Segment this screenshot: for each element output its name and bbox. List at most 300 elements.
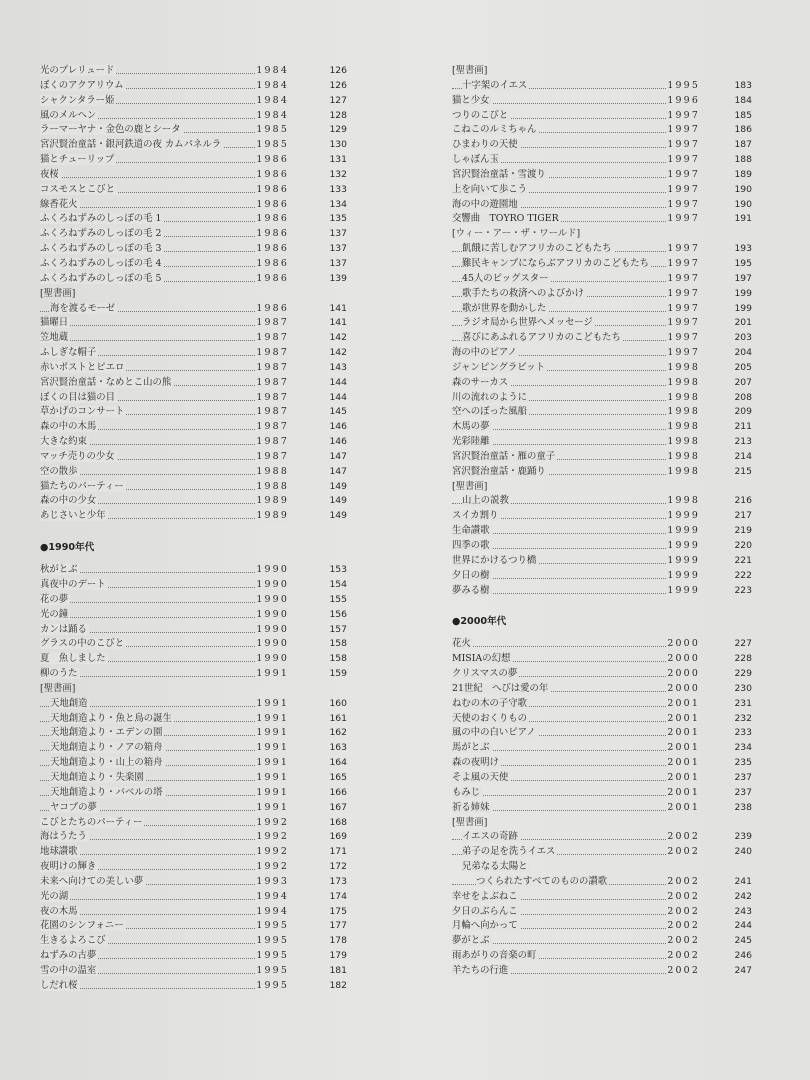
page-number: 154 — [329, 579, 347, 590]
spacer — [452, 598, 752, 607]
work-year: 2002 — [667, 890, 700, 905]
work-title: 海の中のピアノ — [452, 347, 517, 359]
list-item — [452, 786, 752, 801]
work-year: 2002 — [667, 830, 700, 845]
page-number: 146 — [329, 421, 347, 433]
page-number: 217 — [734, 510, 752, 522]
list-item — [452, 346, 752, 361]
page-number: 141 — [329, 302, 347, 314]
list-item — [40, 756, 345, 771]
page-number: 165 — [329, 771, 347, 783]
work-year: 1984 — [256, 64, 289, 79]
list-item — [40, 509, 345, 524]
page-number: 231 — [734, 697, 752, 709]
work-title: 羊たちの行進 — [452, 964, 509, 976]
work-year: 1991 — [256, 801, 289, 816]
list-item — [452, 450, 752, 465]
work-title: 宮沢賢治童話・雪渡り — [452, 168, 546, 180]
list-item — [452, 524, 752, 539]
page-number: 147 — [329, 465, 347, 477]
page-number: 240 — [734, 846, 752, 858]
work-title: ラーマーヤナ・金色の鹿とシータ — [40, 124, 181, 136]
list-item — [452, 272, 752, 287]
work-year: 1987 — [256, 420, 289, 435]
page-number: 157 — [329, 623, 347, 635]
work-year: 1998 — [667, 494, 700, 509]
page-number: 232 — [734, 712, 752, 724]
work-year: 1984 — [256, 94, 289, 109]
page-number: 222 — [734, 569, 752, 581]
list-item — [40, 391, 345, 406]
section-label: [聖書画] — [40, 287, 76, 299]
page-number: 149 — [329, 480, 347, 492]
page-number: 146 — [329, 436, 347, 448]
left-column — [40, 64, 345, 994]
list-item — [452, 712, 752, 727]
work-year: 1997 — [667, 302, 700, 317]
page-number: 242 — [734, 890, 752, 902]
page-number: 187 — [734, 139, 752, 151]
work-title: もみじ — [452, 786, 481, 798]
work-year: 2002 — [667, 845, 700, 860]
dot-leader — [40, 617, 265, 618]
list-item — [452, 287, 752, 302]
work-title: 未来へ向けての美しい夢 — [40, 875, 144, 887]
work-title: クリスマスの夢 — [452, 668, 518, 680]
list-item — [40, 257, 345, 272]
work-year: 2000 — [667, 682, 700, 697]
work-title: 光の湖 — [40, 890, 69, 902]
list-item — [40, 183, 345, 198]
work-title: 猫曜日 — [40, 317, 69, 329]
work-year: 1986 — [256, 257, 289, 272]
section-label: [聖書画] — [452, 816, 488, 828]
work-title: 宮沢賢治童話・銀河鉄道の夜 カムパネルラ — [40, 139, 222, 151]
work-year: 1999 — [667, 539, 700, 554]
list-item — [40, 302, 345, 317]
work-title: カンは踊る — [40, 623, 87, 635]
dot-leader — [40, 340, 265, 341]
page-number: 186 — [734, 124, 752, 136]
work-title: そよ風の天使 — [452, 771, 509, 783]
work-title: こびとたちのパーティー — [40, 816, 143, 828]
work-title: 幸せをよぶねこ — [452, 890, 518, 902]
work-title: 光彩陸離 — [452, 436, 490, 448]
work-title: 天地創造より・エデンの園 — [50, 727, 163, 739]
work-year: 2002 — [667, 964, 700, 979]
work-title: グラスの中のこびと — [40, 638, 125, 650]
work-title: あじさいと少年 — [40, 510, 106, 522]
list-item — [40, 652, 345, 667]
spacer — [40, 524, 345, 533]
section-label: [聖書画] — [40, 682, 76, 694]
work-year: 1988 — [256, 465, 289, 480]
page-number: 155 — [329, 593, 347, 605]
work-year: 1994 — [256, 890, 289, 905]
work-year: 1991 — [256, 786, 289, 801]
work-title: 風のメルヘン — [40, 109, 97, 121]
work-title: ふくろねずみのしっぽの毛 3 — [40, 243, 162, 255]
work-title: 夕日の樹 — [452, 569, 490, 581]
list-item — [40, 860, 345, 875]
work-year: 1985 — [256, 123, 289, 138]
work-title: 大きな約束 — [40, 436, 87, 448]
page-number: 142 — [329, 347, 347, 359]
page-number: 207 — [734, 376, 752, 388]
list-item — [40, 494, 345, 509]
page-number: 145 — [329, 406, 347, 418]
work-year: 1991 — [256, 771, 289, 786]
list-item — [40, 227, 345, 242]
list-item — [40, 123, 345, 138]
list-item — [40, 376, 345, 391]
work-year: 1993 — [256, 875, 289, 890]
list-item — [452, 682, 752, 697]
list-item — [452, 257, 752, 272]
work-year: 1984 — [256, 109, 289, 124]
work-title: つりのこびと — [452, 109, 509, 121]
list-item — [452, 138, 752, 153]
work-year: 1997 — [667, 272, 700, 287]
list-item — [40, 771, 345, 786]
page-number: 158 — [329, 653, 347, 665]
page-number: 197 — [734, 272, 752, 284]
list-item — [40, 949, 345, 964]
page-number: 137 — [329, 243, 347, 255]
work-year: 1986 — [256, 198, 289, 213]
list-item — [452, 316, 752, 331]
work-year: 1998 — [667, 465, 700, 480]
page-number: 238 — [734, 801, 752, 813]
page-number: 199 — [734, 302, 752, 314]
page-number: 169 — [329, 831, 347, 843]
list-item — [40, 94, 345, 109]
work-year: 1986 — [256, 212, 289, 227]
work-year: 1997 — [667, 183, 700, 198]
work-year: 1999 — [667, 584, 700, 599]
work-title: ふしぎな帽子 — [40, 347, 97, 359]
work-title: 雨あがりの音楽の町 — [452, 950, 537, 962]
work-year: 2000 — [667, 667, 700, 682]
page-number: 149 — [329, 510, 347, 522]
work-title: 四季の歌 — [452, 540, 490, 551]
work-year: 1986 — [256, 227, 289, 242]
list-item — [40, 79, 345, 94]
list-item — [40, 890, 345, 905]
list-item — [40, 316, 345, 331]
list-item — [452, 697, 752, 712]
work-year: 1997 — [667, 168, 700, 183]
list-item — [40, 608, 345, 623]
page-number: 234 — [734, 742, 752, 754]
page-number: 137 — [329, 257, 347, 269]
page-number: 141 — [329, 317, 347, 329]
work-year: 1986 — [256, 242, 289, 257]
page-number: 161 — [329, 712, 347, 724]
work-year: 1991 — [256, 741, 289, 756]
work-year: 2001 — [667, 712, 700, 727]
work-year: 1991 — [256, 756, 289, 771]
page-number: 177 — [329, 920, 347, 932]
list-item — [452, 860, 752, 875]
work-year: 2001 — [667, 697, 700, 712]
list-item — [40, 465, 345, 480]
list-item — [452, 405, 752, 420]
work-year: 2002 — [667, 875, 700, 890]
work-year: 1989 — [256, 509, 289, 524]
list-item — [40, 905, 345, 920]
work-title: イエスの奇跡 — [462, 831, 518, 843]
page-number: 208 — [734, 391, 752, 403]
list-item — [452, 420, 752, 435]
work-title: 光のプレリュード — [40, 65, 115, 76]
work-year: 1987 — [256, 391, 289, 406]
work-year: 1999 — [667, 524, 700, 539]
work-title: ふくろねずみのしっぽの毛 1 — [40, 213, 162, 225]
work-year: 1998 — [667, 420, 700, 435]
page-number: 233 — [734, 727, 752, 739]
list-item — [40, 272, 345, 287]
work-title: ふくろねずみのしっぽの毛 2 — [40, 228, 162, 240]
work-year: 2001 — [667, 786, 700, 801]
list-item — [452, 756, 752, 771]
work-title: 21世紀 へびは愛の年 — [452, 682, 549, 694]
work-year: 2002 — [667, 934, 700, 949]
list-item — [40, 623, 345, 638]
work-title: 森の中の木馬 — [40, 421, 97, 433]
list-item — [452, 168, 752, 183]
page-number: 189 — [734, 168, 752, 180]
work-title: 海の中の遊園地 — [452, 198, 518, 210]
work-title: 森の夜明け — [452, 757, 499, 769]
work-year: 2001 — [667, 801, 700, 816]
work-title: スイカ割り — [452, 510, 499, 522]
work-year: 1986 — [256, 302, 289, 317]
list-item — [452, 919, 752, 934]
work-year: 1990 — [256, 608, 289, 623]
list-item — [452, 801, 752, 816]
work-title: 花の夢 — [40, 593, 69, 605]
work-year: 2002 — [667, 919, 700, 934]
list-item — [40, 64, 345, 79]
list-item — [452, 584, 752, 599]
list-item — [452, 905, 752, 920]
work-year: 1987 — [256, 376, 289, 391]
work-year: 2001 — [667, 771, 700, 786]
work-year: 1990 — [256, 637, 289, 652]
work-title: しだれ桜 — [40, 979, 78, 991]
work-year: 1997 — [667, 242, 700, 257]
work-year: 2000 — [667, 637, 700, 652]
work-title: 生命讃歌 — [452, 525, 490, 537]
work-title: 飢餓に苦しむアフリカのこどもたち — [462, 243, 612, 255]
work-year: 1984 — [256, 79, 289, 94]
work-year: 1997 — [667, 212, 700, 227]
page-number: 130 — [329, 139, 347, 151]
work-title: 天地創造より・魚と鳥の誕生 — [50, 712, 172, 724]
page-number: 201 — [734, 317, 752, 329]
work-year: 1995 — [256, 949, 289, 964]
page-number: 126 — [329, 79, 347, 91]
work-title: 秋がとぶ — [40, 564, 78, 576]
work-title: 交響曲 TOYRO TIGER — [452, 213, 559, 225]
work-year: 1987 — [256, 435, 289, 450]
work-title: 真夜中のデート — [40, 579, 106, 590]
work-year: 1992 — [256, 845, 289, 860]
page-number: 228 — [734, 653, 752, 665]
work-year: 2001 — [667, 756, 700, 771]
work-year: 1987 — [256, 316, 289, 331]
page-number: 247 — [734, 964, 752, 976]
work-year: 1986 — [256, 183, 289, 198]
work-title: ねずみの古夢 — [40, 950, 97, 962]
work-title: 森の中の少女 — [40, 495, 97, 507]
list-item — [40, 697, 345, 712]
list-item — [452, 79, 752, 94]
list-item — [40, 667, 345, 682]
list-item — [40, 578, 345, 593]
work-year: 1987 — [256, 331, 289, 346]
work-title: 赤いポストとピエロ — [40, 361, 125, 373]
page-number: 211 — [734, 421, 752, 433]
page-number: 173 — [329, 875, 347, 887]
list-item — [40, 964, 345, 979]
list-item — [452, 376, 752, 391]
work-title: 柳のうた — [40, 668, 78, 680]
page-number: 128 — [329, 109, 347, 121]
list-item — [40, 435, 345, 450]
page-number: 142 — [329, 332, 347, 344]
work-title: 弟子の足を洗うイエス — [462, 846, 556, 858]
list-item — [452, 890, 752, 905]
page-number: 156 — [329, 608, 347, 620]
list-item — [40, 109, 345, 124]
work-title: こねこのルミちゃん — [452, 124, 537, 136]
page-number: 229 — [734, 668, 752, 680]
page-number: 185 — [734, 109, 752, 121]
work-title: 夏 魚しました — [40, 653, 106, 665]
page-number: 162 — [329, 727, 347, 739]
list-item — [452, 741, 752, 756]
page-number: 216 — [734, 495, 752, 507]
dot-leader — [40, 177, 265, 178]
work-title: 夜桜 — [40, 168, 59, 180]
page-number: 174 — [329, 890, 347, 902]
list-item — [40, 138, 345, 153]
work-title: 天使のおくりもの — [452, 712, 528, 724]
work-year: 1999 — [667, 554, 700, 569]
work-year: 1986 — [256, 168, 289, 183]
work-year: 1991 — [256, 712, 289, 727]
work-title: 宮沢賢治童話・雁の童子 — [452, 450, 556, 462]
work-year: 1986 — [256, 272, 289, 287]
page-number: 204 — [734, 347, 752, 359]
page-number: 237 — [734, 771, 752, 783]
work-title: 草かげのコンサート — [40, 406, 125, 418]
dot-leader — [452, 646, 672, 647]
work-year: 2000 — [667, 652, 700, 667]
work-year: 1991 — [256, 667, 289, 682]
work-title: 風の中の白いピアノ — [452, 727, 536, 739]
page-number: 183 — [734, 79, 752, 91]
page-number: 230 — [734, 682, 752, 694]
work-year: 1998 — [667, 435, 700, 450]
list-item — [452, 435, 752, 450]
page-number: 223 — [734, 584, 752, 596]
work-title: 線香花火 — [40, 198, 78, 210]
work-title: ふくろねずみのしっぽの毛 4 — [40, 257, 162, 269]
work-title: 光の鐘 — [40, 608, 69, 620]
work-year: 1997 — [667, 331, 700, 346]
page-number: 205 — [734, 361, 752, 373]
section-label: [聖書画] — [452, 65, 488, 76]
page-number: 159 — [329, 668, 347, 680]
page-number: 143 — [329, 361, 347, 373]
list-item — [452, 212, 752, 227]
work-year: 1990 — [256, 593, 289, 608]
page-number: 244 — [734, 920, 752, 932]
list-item — [40, 919, 345, 934]
work-title: 天地創造より・バベルの塔 — [50, 786, 163, 798]
page-number: 160 — [329, 697, 347, 709]
work-title: ふくろねずみのしっぽの毛 5 — [40, 272, 162, 284]
work-year: 1995 — [256, 964, 289, 979]
work-title: ラジオ局から世界へメッセージ — [462, 317, 593, 329]
work-year: 1986 — [256, 153, 289, 168]
list-item — [452, 726, 752, 741]
page-number: 213 — [734, 436, 752, 448]
work-year: 2001 — [667, 726, 700, 741]
dot-leader — [452, 795, 672, 796]
work-year: 1990 — [256, 652, 289, 667]
list-item — [452, 949, 752, 964]
page-number: 163 — [329, 742, 347, 754]
work-title: 夜明けの輝き — [40, 861, 97, 873]
page-number: 191 — [734, 213, 752, 225]
work-year: 2002 — [667, 905, 700, 920]
work-year: 1995 — [256, 919, 289, 934]
work-title: 天地創造より・失楽園 — [50, 771, 144, 783]
page-number: 167 — [329, 801, 347, 813]
list-item — [40, 480, 345, 495]
list-item — [452, 494, 752, 509]
work-title: 上を向いて歩こう — [452, 183, 528, 195]
work-year: 1987 — [256, 361, 289, 376]
work-year: 1998 — [667, 450, 700, 465]
list-item — [452, 302, 752, 317]
work-year: 1997 — [667, 287, 700, 302]
work-year: 1997 — [667, 257, 700, 272]
list-item — [452, 153, 752, 168]
list-item — [452, 183, 752, 198]
list-item — [452, 198, 752, 213]
work-title: 森のサーカス — [452, 376, 509, 388]
work-title: 45人のビッグスター — [462, 272, 549, 284]
work-title: つくられたすべてのものの讃歌 — [476, 875, 608, 887]
page-number: 129 — [329, 124, 347, 136]
dot-leader — [40, 602, 265, 603]
list-item — [452, 569, 752, 584]
list-item — [452, 539, 752, 554]
work-year: 2002 — [667, 949, 700, 964]
list-item — [452, 652, 752, 667]
page-number: 137 — [329, 228, 347, 240]
page-number: 245 — [734, 935, 752, 947]
page-number: 246 — [734, 950, 752, 962]
page-number: 178 — [329, 935, 347, 947]
work-year: 1996 — [667, 94, 700, 109]
page-number: 214 — [734, 450, 752, 462]
